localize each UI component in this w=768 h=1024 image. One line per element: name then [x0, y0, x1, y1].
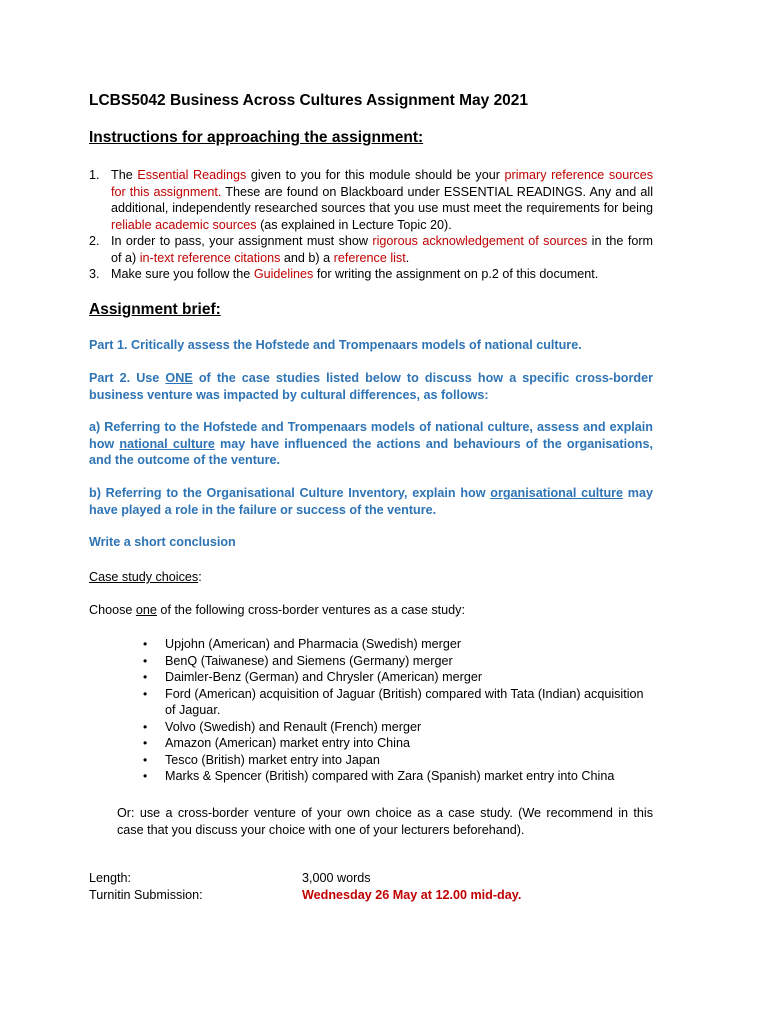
national-culture-emphasis: national culture: [119, 436, 215, 451]
brief-heading-block: [89, 300, 653, 320]
instruction-item-3: [89, 266, 653, 283]
instruction-item-1: [89, 167, 653, 233]
submission-label: Turnitin Submission:: [89, 888, 203, 902]
bullet-icon: •: [143, 736, 148, 750]
case-study-item: Amazon (American) market entry into China: [165, 736, 410, 750]
brief-part-b: [89, 485, 653, 518]
bullet-icon: •: [143, 719, 148, 734]
instructions-heading-block: [89, 128, 653, 148]
case-study-item: Daimler-Benz (German) and Chrysler (American) merger: [165, 670, 483, 684]
case-study-item: Volvo (Swedish) and Renault (French) merger: [165, 719, 422, 734]
brief-conclusion: Write a short conclusion: [89, 535, 236, 549]
length-label: Length:: [89, 871, 132, 885]
case-study-heading-text: Case study choices: [89, 570, 199, 584]
instructions-list-block: [89, 167, 653, 283]
list-item: [89, 735, 653, 752]
instruction-text: and b) a: [280, 250, 334, 265]
instruction-item-2: [89, 233, 653, 266]
guidelines-highlight: Guidelines: [253, 267, 314, 281]
choose-text: of the following cross-border ventures as a case study:: [156, 603, 465, 617]
list-item: [89, 752, 653, 769]
case-study-item: Marks & Spencer (British) compared with Zara (Spanish) market entry into China: [165, 769, 615, 783]
instruction-text: In order to pass, your assignment must show: [111, 234, 373, 248]
case-study-list: [89, 636, 653, 785]
choose-text: Choose: [89, 603, 136, 617]
instruction-text: in the form of a): [111, 234, 654, 265]
brief-text: may have influenced the actions and behaviours of the organisations, and the outcome of the venture.: [89, 436, 653, 467]
reference-list-highlight: reference list: [333, 250, 406, 265]
list-item: [89, 719, 653, 736]
brief-text: Part 2. Use: [89, 371, 166, 385]
case-study-choose: [89, 602, 653, 619]
document-title-block: [89, 91, 653, 111]
organisational-culture-emphasis: organisational culture: [490, 486, 624, 500]
instruction-text: given to you for this module should be your: [246, 168, 505, 182]
case-study-item: Upjohn (American) and Pharmacia (Swedish) merger: [165, 637, 462, 651]
brief-text: a) Referring to the Hofstede and Trompenaars models of national culture, assess and explain how: [89, 420, 653, 451]
case-study-list-block: [89, 636, 653, 785]
instruction-number: 3.: [89, 267, 100, 281]
bullet-icon: •: [143, 769, 148, 783]
brief-part-1: Part 1. Critically assess the Hofstede and Trompenaars models of national culture.: [89, 338, 582, 352]
case-study-item: Ford (American) acquisition of Jaguar (British) compared with Tata (Indian) acquisition of Jaguar.: [165, 686, 644, 717]
own-choice-note: Or: use a cross-border venture of your own choice as a case study. (We recommend in this case that you discuss your choice with one of your lecturers beforehand).: [117, 806, 653, 837]
case-study-item: Tesco (British) market entry into Japan: [165, 752, 380, 767]
essential-readings-highlight: Essential Readings: [137, 168, 247, 182]
brief-part-a: [89, 419, 653, 469]
case-study-item: BenQ (Taiwanese) and Siemens (Germany) merger: [165, 653, 453, 668]
list-item: [89, 686, 653, 719]
bullet-icon: •: [143, 637, 148, 651]
submission-deadline: Wednesday 26 May at 12.00 mid-day.: [302, 888, 522, 902]
length-value: 3,000 words: [302, 871, 371, 885]
brief-part-2: [89, 370, 653, 403]
one-emphasis: one: [135, 603, 157, 617]
brief-text: of the case studies listed below to discuss how a specific cross-border business venture was impacted by cultural differences, as follows:: [89, 371, 653, 402]
instruction-text: for writing the assignment on p.2 of this document.: [313, 267, 599, 281]
reliable-sources-highlight: reliable academic sources: [111, 217, 257, 232]
brief-text: b) Referring to the Organisational Culture Inventory, explain how: [89, 486, 491, 500]
bullet-icon: •: [143, 653, 148, 668]
list-item: [89, 669, 653, 686]
instruction-text: (as explained in Lecture Topic 20).: [256, 217, 452, 232]
brief-text: may have played a role in the failure or success of the venture.: [89, 486, 653, 517]
bullet-icon: •: [143, 670, 148, 684]
instruction-text: The: [111, 168, 138, 182]
bullet-icon: •: [143, 752, 148, 767]
bullet-icon: •: [143, 686, 148, 701]
instruction-text: These are found on Blackboard under ESSENTIAL READINGS. Any and all additional, independently researched sources that you use must meet the requirements for being: [111, 184, 653, 215]
document-title: LCBS5042 Business Across Cultures Assignment May 2021: [89, 92, 529, 109]
acknowledgement-highlight: rigorous acknowledgement of sources: [372, 234, 588, 248]
assignment-brief-heading: Assignment brief:: [89, 301, 221, 318]
instructions-heading: Instructions for approaching the assignment:: [89, 129, 424, 146]
instruction-number: 2.: [89, 234, 100, 248]
instruction-text: Make sure you follow the: [111, 267, 254, 281]
one-emphasis: ONE: [165, 371, 193, 385]
instruction-text: .: [405, 250, 410, 265]
list-item: [89, 653, 653, 670]
instruction-number: 1.: [89, 168, 100, 182]
instructions-list: [89, 167, 653, 283]
citations-highlight: in-text reference citations: [139, 250, 281, 265]
case-study-heading: [89, 569, 653, 586]
primary-sources-highlight: primary reference sources for this assignment.: [111, 168, 654, 199]
case-study-heading-colon: :: [198, 570, 202, 584]
list-item: [89, 768, 653, 785]
list-item: [89, 636, 653, 653]
